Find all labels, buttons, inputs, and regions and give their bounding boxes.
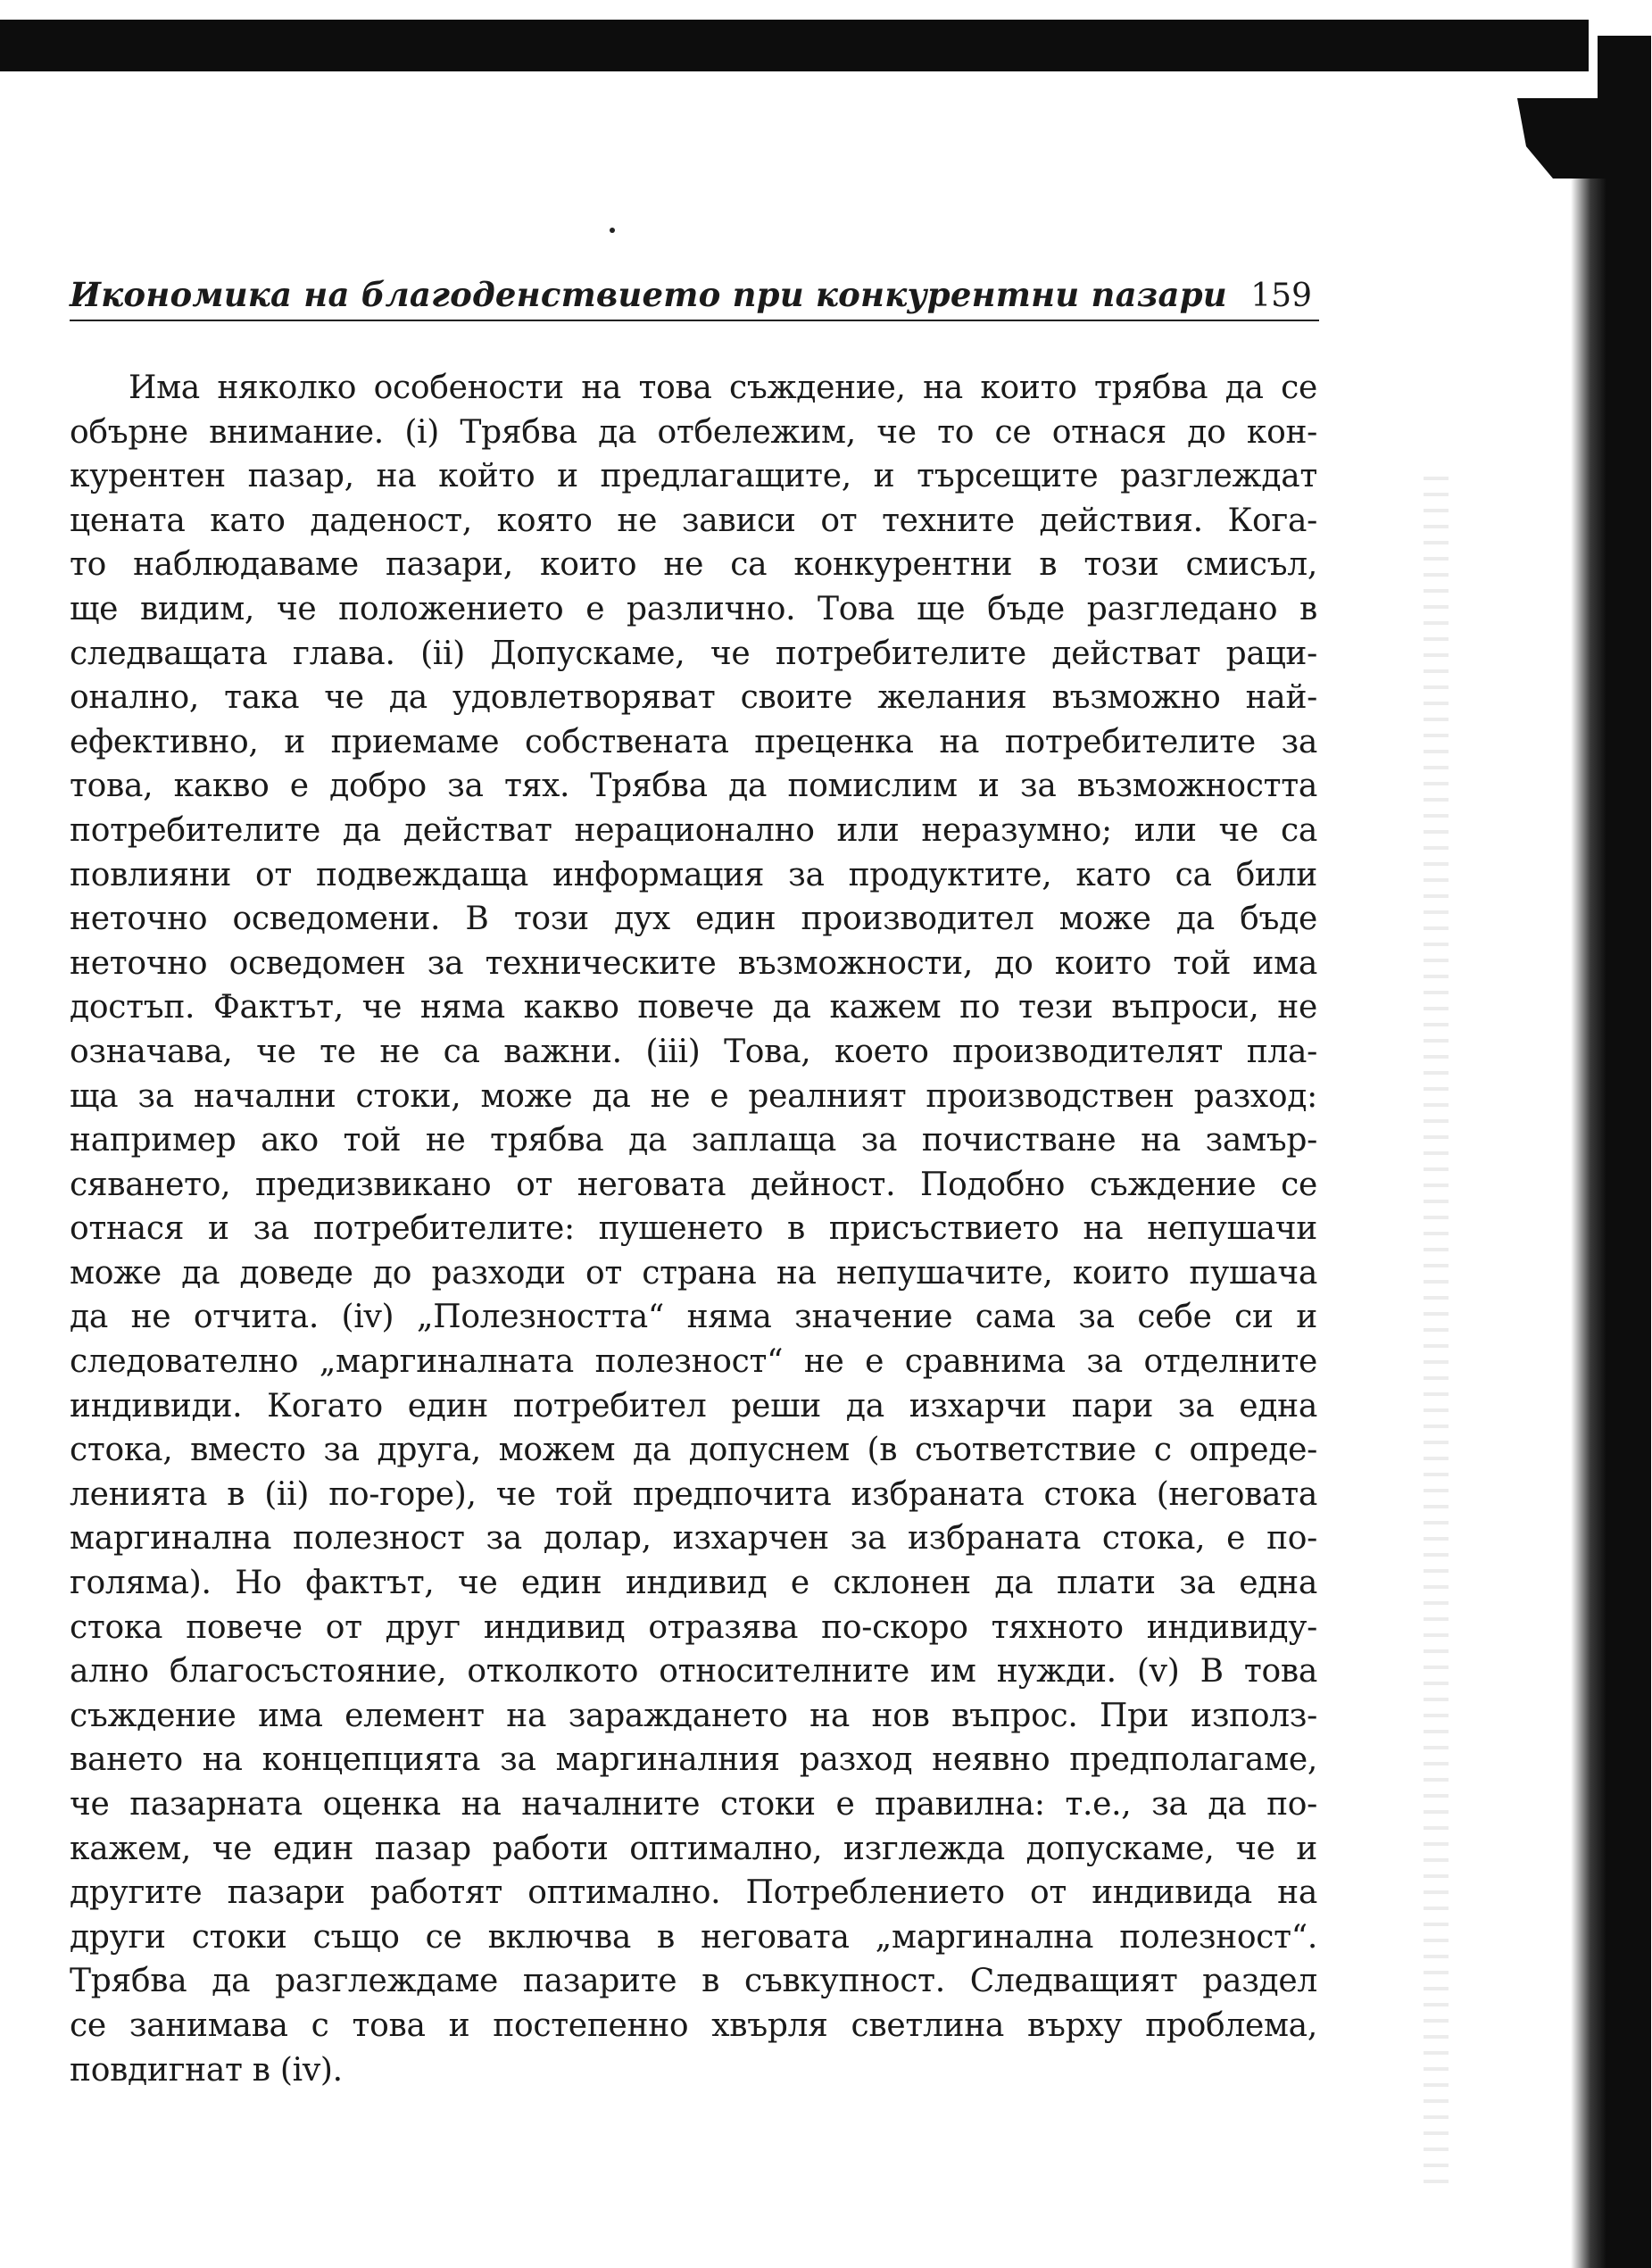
text-line: индивиди. Когато един потребител реши да изхарчи пари за една <box>70 1387 1317 1425</box>
text-line: достъп. Фактът, че няма какво повече да кажем по тези въпроси, не <box>70 989 1317 1026</box>
show-through-bleed <box>1424 464 1449 2187</box>
text-line: ще видим, че положението е различно. Това ще бъде разгледано в <box>70 590 1317 627</box>
text-line: маргинална полезност за долар, изхарчен за избраната стока, е по- <box>70 1520 1317 1558</box>
body-paragraph <box>70 366 1317 2092</box>
text-line: другите пазари работят оптимално. Потреблението от индивида на <box>70 1874 1317 1912</box>
text-line: ща за начални стоки, може да не е реалният производствен разход: <box>70 1077 1317 1115</box>
text-line: че пазарната оценка на началните стоки е правилна: т.е., за да по- <box>70 1786 1317 1823</box>
scan-border-top <box>0 20 1589 71</box>
text-line: неточно осведомен за техническите възможности, до които той има <box>70 944 1317 982</box>
running-header-title: Икономика на благоденствието при конкурентни пазари <box>70 275 1227 314</box>
scan-page-edge-shadow <box>1571 179 1606 2268</box>
text-line: например ако той не трябва да заплаща за почистване на замър- <box>70 1122 1317 1159</box>
text-line: онално, така че да удовлетворяват своите желания възможно най- <box>70 679 1317 717</box>
text-line: съждение има елемент на зараждането на нов въпрос. При използ- <box>70 1697 1317 1734</box>
text-line: следващата глава. (ii) Допускаме, че потребителите действат раци- <box>70 635 1317 672</box>
text-line: означава, че те не са важни. (iii) Това, което производителят пла- <box>70 1033 1317 1070</box>
text-line: отнася и за потребителите: пушенето в присъствието на непушачи <box>70 1210 1317 1248</box>
text-line: това, какво е добро за тях. Трябва да помислим и за възможността <box>70 768 1317 805</box>
text-line: повлияни от подвеждаща информация за продуктите, като са били <box>70 856 1317 893</box>
text-line: повдигнат в (iv). <box>70 2051 343 2089</box>
running-header <box>70 268 1319 321</box>
text-line: Има няколко особености на това съждение, на които трябва да се <box>129 370 1317 406</box>
text-line: сяването, предизвикано от неговата дейност. Подобно съждение се <box>70 1166 1317 1203</box>
text-line: ално благосъстояние, отколкото относителните им нужди. (v) В това <box>70 1653 1317 1691</box>
text-line: потребителите да действат нерационално или неразумно; или че са <box>70 811 1317 849</box>
text-line: може да доведе до разходи от страна на непушачите, които пушача <box>70 1254 1317 1292</box>
text-line: ленията в (ii) по-горе), че той предпочита избраната стока (неговата <box>70 1475 1317 1513</box>
scan-speck <box>610 228 615 233</box>
text-line: ването на концепцията за маргиналния разход неявно предполагаме, <box>70 1741 1317 1779</box>
text-line: обърне внимание. (i) Трябва да отбележим, че то се отнася до кон- <box>70 413 1317 451</box>
page-number: 159 <box>1250 278 1312 314</box>
text-line: кажем, че един пазар работи оптимално, изглежда допускаме, че и <box>70 1830 1317 1867</box>
text-line: цената като даденост, която не зависи от техните действия. Кога- <box>70 502 1317 539</box>
text-line: ефективно, и приемаме собствената преценка на потребителите за <box>70 723 1317 760</box>
text-line: стока, вместо за друга, можем да допуснем (в съответствие с опреде- <box>70 1432 1317 1469</box>
text-line: неточно осведомени. В този дух един производител може да бъде <box>70 901 1317 938</box>
text-line: други стоки също се включва в неговата „маргинална полезност“. <box>70 1918 1317 1956</box>
text-line: то наблюдаваме пазари, които не са конкурентни в този смисъл, <box>70 546 1317 584</box>
text-line: голяма). Но фактът, че един индивид е склонен да плати за една <box>70 1565 1317 1602</box>
scan-border-corner <box>1517 98 1606 179</box>
text-line: стока повече от друг индивид отразява по-скоро тяхното индивиду- <box>70 1608 1317 1646</box>
text-line: се занимава с това и постепенно хвърля светлина върху проблема, <box>70 2006 1317 2044</box>
text-line: следователно „маргиналната полезност“ не е сравнима за отделните <box>70 1343 1317 1381</box>
text-line: курентен пазар, на който и предлагащите, и търсещите разглеждат <box>70 458 1317 495</box>
text-line: да не отчита. (iv) „Полезността“ няма значение сама за себе си и <box>70 1299 1317 1336</box>
text-line: Трябва да разглеждаме пазарите в съвкупност. Следващият раздел <box>70 1963 1317 2000</box>
